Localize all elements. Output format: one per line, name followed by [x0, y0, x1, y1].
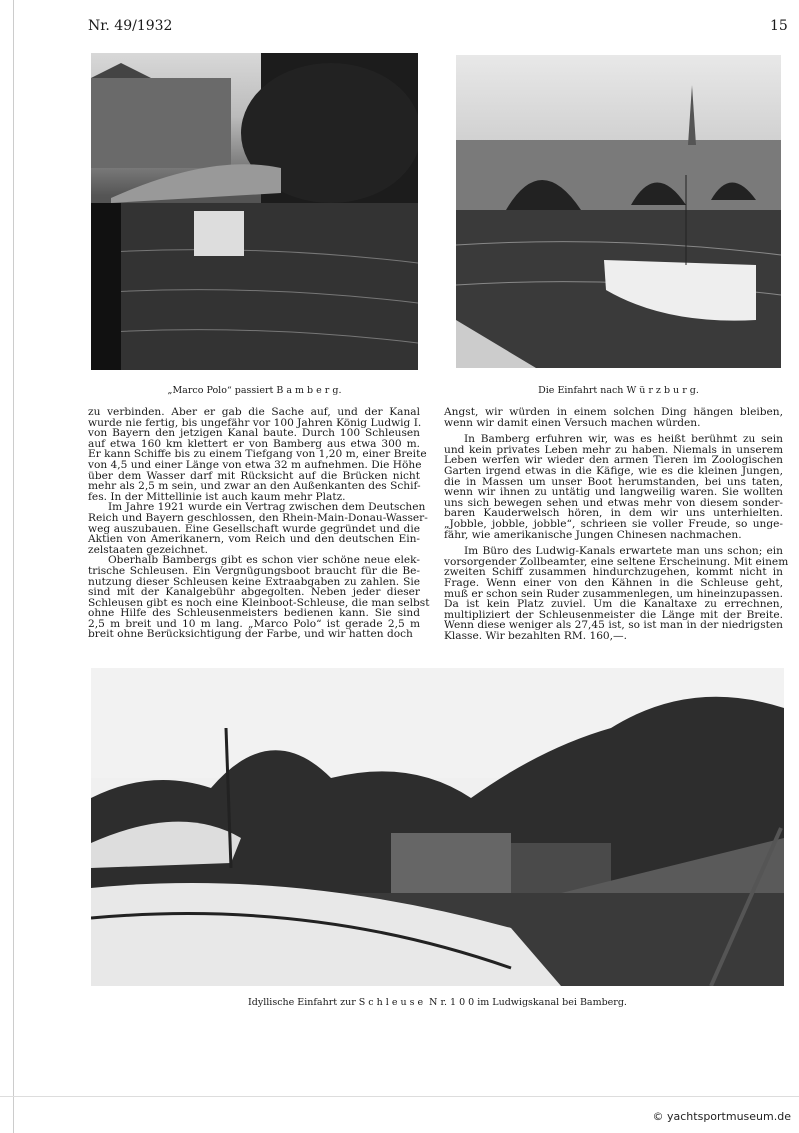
text-line: „Jobble, jobble, jobble“, schrieen sie voller Freude, so unge-	[444, 517, 783, 530]
photo-bamberg-art	[91, 53, 418, 370]
text-line: fähr, wie amerikanische Jungen Chinesen nachmachen.	[444, 528, 742, 541]
text-line: Im Büro des Ludwig-Kanals erwartete man uns schon; ein	[464, 545, 783, 558]
text-line: Angst, wir würden in einem solchen Ding hängen bleiben,	[444, 406, 783, 418]
photo-caption: Idyllische Einfahrt zur S c h l e u s e N r. 1 0 0 im Ludwigskanal bei Bamberg.	[248, 997, 627, 1008]
text-line: Er kann Schiffe bis zu einem Tiefgang von 1,20 m, einer Breite	[88, 448, 427, 461]
text-line: zelstaaten gezeichnet.	[88, 543, 209, 556]
photo-wuerzburg-art	[456, 55, 781, 368]
text-line: wenn wir damit einen Versuch machen würden.	[444, 416, 701, 429]
page-edge	[13, 0, 14, 1133]
text-line: und kein privates Leben mehr zu haben. Niemals in unserem	[444, 443, 783, 456]
text-line: wurde nie fertig, bis ungefähr vor 100 Jahren König Ludwig I.	[88, 416, 422, 429]
text-line: Leben werfen wir wieder den armen Tieren im Zoologischen	[444, 454, 783, 467]
text-line: zu verbinden. Aber er gab die Sache auf, und der Kanal	[88, 406, 420, 418]
text-line: ohne Hilfe des Schleusenmeisters bedienen kann. Sie sind	[88, 607, 420, 620]
text-line: Aktien von Amerikanern, vom Reich und den deutschen Ein-	[88, 533, 420, 546]
text-line: Reich und Bayern geschlossen, den Rhein-Main-Donau-Wasser-	[88, 511, 428, 524]
photo-schleuse	[91, 668, 784, 986]
text-line: fes. In der Mittellinie ist auch kaum mehr Platz.	[88, 490, 346, 503]
text-line: von 4,5 und einer Länge von etwa 32 m aufnehmen. Die Höhe	[88, 458, 422, 471]
text-line: vorsorgender Zollbeamter, eine seltene Erscheinung. Mit einem	[444, 555, 789, 568]
photo-wuerzburg	[456, 55, 781, 368]
text-line: Oberhalb Bambergs gibt es schon vier schöne neue elek-	[108, 554, 420, 567]
text-line: zweiten Schiff zusammen hindurchzugehen, kommt nicht in	[444, 566, 783, 579]
text-line: weg auszubauen. Eine Gesellschaft wurde gegründet und die	[88, 522, 420, 535]
text-line: nutzung dieser Schleusen keine Extraabgaben zu zahlen. Sie	[88, 575, 420, 588]
photo-bamberg	[91, 53, 418, 370]
watermark: © yachtsportmuseum.de	[652, 1110, 791, 1123]
photo-schleuse-art	[91, 668, 784, 986]
issue-number: Nr. 49/1932	[88, 18, 173, 34]
text-line: Wenn diese weniger als 27,45 ist, so ist man in der niedrigsten	[444, 619, 783, 632]
text-line: auf etwa 160 km klettert er von Bamberg aus etwa 300 m.	[88, 437, 420, 450]
text-line: die in Massen um unser Boot herumstanden, bei uns taten,	[444, 475, 783, 488]
text-line: wenn wir ihnen zu untätig und langweilig waren. Sie wollten	[444, 486, 783, 499]
page-number: 15	[770, 18, 788, 34]
text-line: Da ist kein Platz zuviel. Um die Kanaltaxe zu errechnen,	[444, 598, 783, 611]
article-column-left	[88, 406, 430, 641]
text-line: uns sich bewegen sehen und etwas mehr von diesem sonder-	[444, 496, 783, 509]
text-line: trische Schleusen. Ein Vergnügungsboot braucht für die Be-	[88, 564, 420, 577]
footer-divider	[0, 1096, 799, 1097]
text-line: 2,5 m breit und 10 m lang. „Marco Polo“ ist gerade 2,5 m	[88, 617, 420, 630]
text-line: Klasse. Wir bezahlten RM. 160,—.	[444, 629, 628, 642]
photo-caption: Die Einfahrt nach W ü r z b u r g.	[538, 385, 699, 396]
text-line: mehr als 2,5 m sein, und zwar an den Außenkanten des Schif-	[88, 480, 421, 493]
text-line: Frage. Wenn einer von den Kähnen in die Schleuse geht,	[444, 576, 783, 589]
text-line: multipliziert der Schleusenmeister die Länge mit der Breite.	[444, 608, 783, 621]
text-line: muß er schon sein Ruder zusammenlegen, um hineinzupassen.	[444, 587, 783, 600]
text-line: über dem Wasser darf mit Rücksicht auf die Brücken nicht	[88, 469, 420, 482]
photo-caption: „Marco Polo“ passiert B a m b e r g.	[167, 385, 342, 396]
article-column-right	[444, 406, 789, 642]
text-line: breit ohne Berücksichtigung der Farbe, und wir hatten doch	[88, 628, 413, 641]
text-line: von Bayern den jetzigen Kanal baute. Durch 100 Schleusen	[88, 427, 420, 440]
text-line: Garten irgend etwas in die Käfige, wie es die kleinen Jungen,	[444, 464, 783, 477]
text-line: In Bamberg erfuhren wir, was es heißt berühmt zu sein	[464, 433, 783, 446]
text-line: Im Jahre 1921 wurde ein Vertrag zwischen dem Deutschen	[108, 501, 426, 514]
text-line: Schleusen gibt es noch eine Kleinboot-Schleuse, die man selbst	[88, 596, 430, 609]
text-line: sind mit der Kanalgebühr abgegolten. Neben jeder dieser	[88, 586, 420, 599]
text-line: baren Kauderwelsch hören, in dem wir uns unterhielten.	[444, 507, 783, 520]
